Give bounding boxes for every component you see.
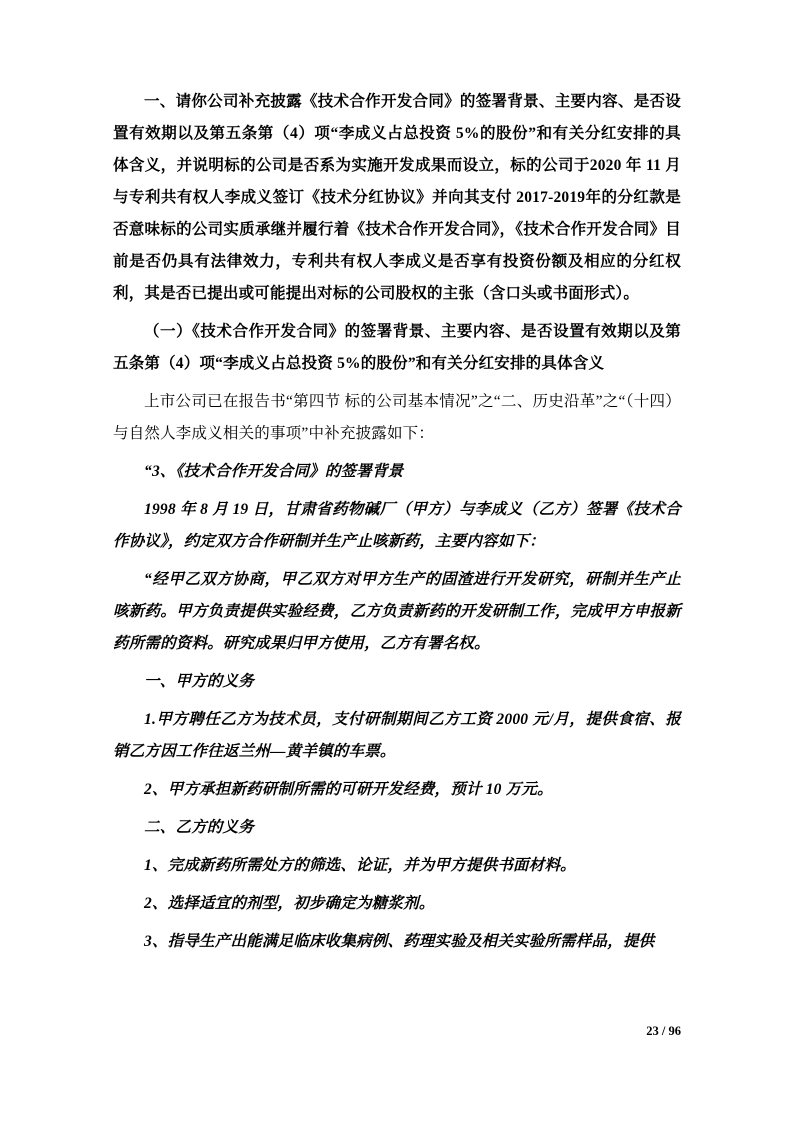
party-b-obligations-heading: 二、乙方的义务 [144, 819, 254, 836]
subquestion-heading: （一）《技术合作开发合同》的签署背景、主要内容、是否设置有效期以及第五条第（4）项“李成义占总投资 5%的股份”和有关分红安排的具体含义 [113, 323, 681, 372]
page-number: 23 / 96 [646, 1024, 681, 1038]
party-a-obligations-heading: 一、甲方的义务 [144, 673, 254, 690]
party-b-obligation-1: 1、完成新药所需处方的筛选、论证，并为甲方提供书面材料。 [144, 857, 576, 874]
contract-background-heading: “3、《技术合作开发合同》的签署背景 [144, 463, 404, 480]
party-a-obligation-1: 1.甲方聘任乙方为技术员，支付研制期间乙方工资 2000 元/月，提供食宿、报销乙方因工作往返兰州—黄羊镇的车票。 [113, 711, 681, 760]
contract-content-paragraph: “经甲乙双方协商，甲乙双方对甲方生产的固渣进行开发研究，研制并生产止咳新药。甲方负责提供实验经费，乙方负责新药的开发研制工作，完成甲方申报新药所需的资料。研究成果归甲方使用，乙方有署名权。 [113, 571, 681, 652]
contract-signing-paragraph: 1998 年 8 月 19 日，甘肃省药物碱厂（甲方）与李成义（乙方）签署《技术合作协议》，约定双方合作研制并生产止咳新药，主要内容如下： [113, 501, 681, 550]
document-body [113, 86, 681, 964]
party-b-obligation-2: 2、选择适宜的剂型，初步确定为糖浆剂。 [144, 895, 435, 912]
inquiry-question-paragraph: 一、请你公司补充披露《技术合作开发合同》的签署背景、主要内容、是否设置有效期以及第五条第（4）项“李成义占总投资 5%的股份”和有关分红安排的具体含义，并说明标的公司是否系为实施开发成果而设立，标的公司于2020 年 11 月与专利共有权人李成义签订《技术分红协议》并向其支付 2017-2019年的分红款是否意味标的公司实质承继并履行着《技术合作开发合同》，《技术合作开发合同》目前是否仍具有法律效力，专利共有权人李成义是否享有投资份额及相应的分红权利，其是否已提出或可能提出对标的公司股权的主张（含口头或书面形式）。 [113, 93, 681, 302]
party-a-obligation-2: 2、甲方承担新药研制所需的可研开发经费，预计 10 万元。 [144, 781, 553, 798]
disclosure-intro-paragraph: 上市公司已在报告书“第四节 标的公司基本情况”之“二、历史沿革”之“（十四）与自然人李成义相关的事项”中补充披露如下： [113, 393, 681, 442]
party-b-obligation-3: 3、指导生产出能满足临床收集病例、药理实验及相关实验所需样品，提供 [144, 933, 655, 950]
